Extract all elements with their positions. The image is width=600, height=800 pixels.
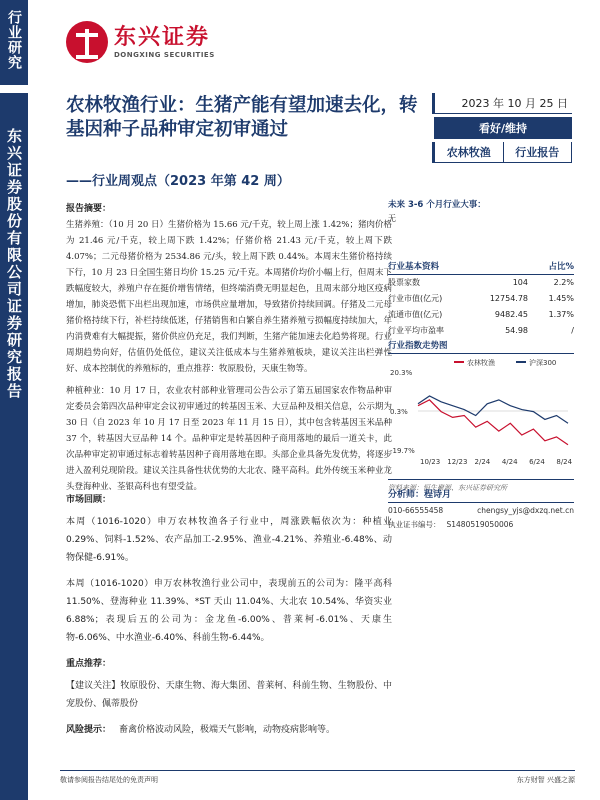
report-info-box (432, 93, 572, 163)
x-tick-label: 2/24 (474, 458, 491, 466)
company-performance-paragraph: 本周（1016-1020）申万农林牧渔行业公司中，表现前五的公司为：隆平高科 11.50%、登海种业 11.39%、*ST 天山 11.04%、大北农 10.54%、华资实业 6.88%；表现后五的公司为：金龙鱼-6.00%、普莱柯-6.01%、天康生物-6.06%、中水渔业-6.40%、科前生物-6.44%。 (66, 579, 392, 643)
report-body (66, 195, 392, 495)
right-column (388, 195, 574, 529)
pig-farming-paragraph: 生猪养殖：（10 月 20 日）生猪价格为 15.66 元/千克，较上周上涨 1.42%；猪肉价格为 21.46 元/千克，较上周下跌 1.42%；仔猪价格 21.43 元/千克，较上周下跌 4.07%；二元母猪价格为 2534.86 元/头，较上周下跌 0.44%。本周末生猪价格持续下行，10 月 23 日全国生猪日均价 15.25 元/千克。本周猪价均价小幅上行，但周末下跌幅度较大，养殖户存在挺价增售情绪，但终端消费无明显起色，且周末部分地区疫病增加，肺炎恐慌下出栏出现加速，市场供应量增加，导致猪价持续回调。仔猪及二元母猪价格持续下行，补栏持续低迷，仔猪销售和白繁自养生猪养殖亏损幅度持续加大，年内消费难有大幅提振，猪价供应仍充足，我们判断，生猪产能加速去化趋势将现。行业周期趋势向好，估值仍处低位，建议关注低成本与生猪养殖板块，建议关注出栏弹性好、成本控制优的养殖标的，重点推荐：牧原股份，天康生物等。 (66, 220, 392, 374)
company-logo (66, 20, 215, 64)
series-line (418, 396, 568, 423)
report-subtitle: ——行业周观点（2023 年第 42 周） (66, 174, 290, 189)
sidebar (0, 0, 28, 800)
page-footer (60, 770, 575, 785)
rating-badge: 看好/维持 (434, 117, 572, 139)
recommendation-heading: 重点推荐： (66, 659, 112, 669)
legend-label: 沪深300 (529, 359, 557, 367)
future-events-heading: 未来 3-6 个月行业大事： (388, 200, 486, 210)
analyst-phone: 010-66555458 (388, 506, 444, 515)
x-tick-label: 6/24 (529, 458, 545, 466)
index-trend-chart (388, 354, 574, 474)
series-line (418, 400, 568, 445)
table-row: 股票家数 104 2.2% (388, 278, 574, 287)
sidebar-bottom-label: 东兴证券股份有限公司证券研究报告 (5, 128, 23, 400)
table-row: 行业平均市盈率 54.98 / (388, 326, 574, 335)
risk-heading: 风险提示： (66, 725, 112, 735)
y-tick-label: 20.3% (390, 369, 413, 377)
report-body-lower (66, 485, 392, 739)
cert-label: 执业证书编号： (388, 520, 441, 529)
recommendation-paragraph: 【建议关注】牧原股份、天康生物、海大集团、普莱柯、科前生物、生物股份、中宠股份、佩蒂股份 (66, 681, 392, 709)
report-title: 农林牧渔行业：生猪产能有望加速去化，转基因种子品种审定初审通过 (66, 95, 418, 140)
analyst-email[interactable]: chengsy_yjs@dxzq.net.cn (477, 506, 574, 515)
future-events-value: 无 (388, 214, 396, 223)
industry-tag: 农林牧渔 (432, 142, 504, 163)
report-type-tag: 行业报告 (504, 142, 573, 163)
sidebar-top-label: 行业研究 (6, 10, 22, 70)
x-tick-label: 4/24 (501, 458, 518, 466)
footer-slogan: 东方财智 兴盛之源 (516, 776, 575, 784)
table-row: 流通市值(亿元) 9482.45 1.37% (388, 310, 574, 319)
y-tick-label: 0.3% (390, 408, 408, 416)
legend-label: 农林牧渔 (467, 359, 495, 367)
industry-basic-data (388, 258, 574, 339)
x-tick-label: 12/23 (447, 458, 468, 466)
chart-heading: 行业指数走势图 (388, 341, 448, 351)
analyst-heading: 分析师：程诗月 (388, 487, 574, 503)
cert-number: S1480519050006 (446, 520, 514, 529)
chart-source: 资料来源：恒生聚源、东兴证券研究所 (388, 479, 574, 493)
risk-text: 畜禽价格波动风险，极端天气影响，动物疫病影响等。 (119, 725, 336, 735)
footer-disclaimer: 敬请参阅报告结尾处的免责声明 (60, 776, 158, 784)
logo-cn-text: 东兴证券 (114, 25, 211, 50)
basic-data-pct-heading: 占比% (548, 262, 574, 272)
y-tick-label: -19.7% (390, 447, 415, 455)
x-tick-label: 8/24 (556, 458, 573, 466)
table-row: 行业市值(亿元) 12754.78 1.45% (388, 294, 574, 303)
report-date: 2023 年 10 月 25 日 (432, 93, 572, 114)
sector-performance-paragraph: 本周（1016-1020）申万农林牧渔各子行业中，周涨跌幅依次为：种植业 0.29%、饲料-1.52%、农产品加工-2.95%、渔业-4.21%、养殖业-6.48%、动物保健-6.91%。 (66, 517, 392, 563)
basic-data-heading: 行业基本资料 (388, 262, 440, 272)
logo-en-text: DONGXING SECURITIES (114, 51, 215, 59)
seed-industry-paragraph: 种植种业：10 月 17 日，农业农村部种业管理司公告公示了第五届国家农作物品种审定委员会第四次品种审定会议初审通过的转基因玉米、大豆品种及相关信息，公示期为 30 日（自 2023 年 10 月 17 日至 2023 年 11 月 15 日），其中包含转基因玉米品种 37 个，转基因大豆品种 14 个。品种审定是转基因种子商用落地的最后一道关卡，此次品种审定初审通过标志着转基因种子商用落地在即。头部企业具备先发优势，将逐步进入盈利兑现阶段。建议关注具备性状优势的大北农、隆平高科。此外传统玉米种业龙头登海种业、荃银高科也有望受益。 (66, 386, 392, 492)
logo-icon (66, 21, 108, 63)
summary-heading: 报告摘要： (66, 204, 112, 214)
index-chart-section (388, 337, 574, 493)
analyst-section (388, 487, 574, 531)
market-review-heading: 市场回顾： (66, 495, 112, 505)
x-tick-label: 10/23 (420, 458, 441, 466)
